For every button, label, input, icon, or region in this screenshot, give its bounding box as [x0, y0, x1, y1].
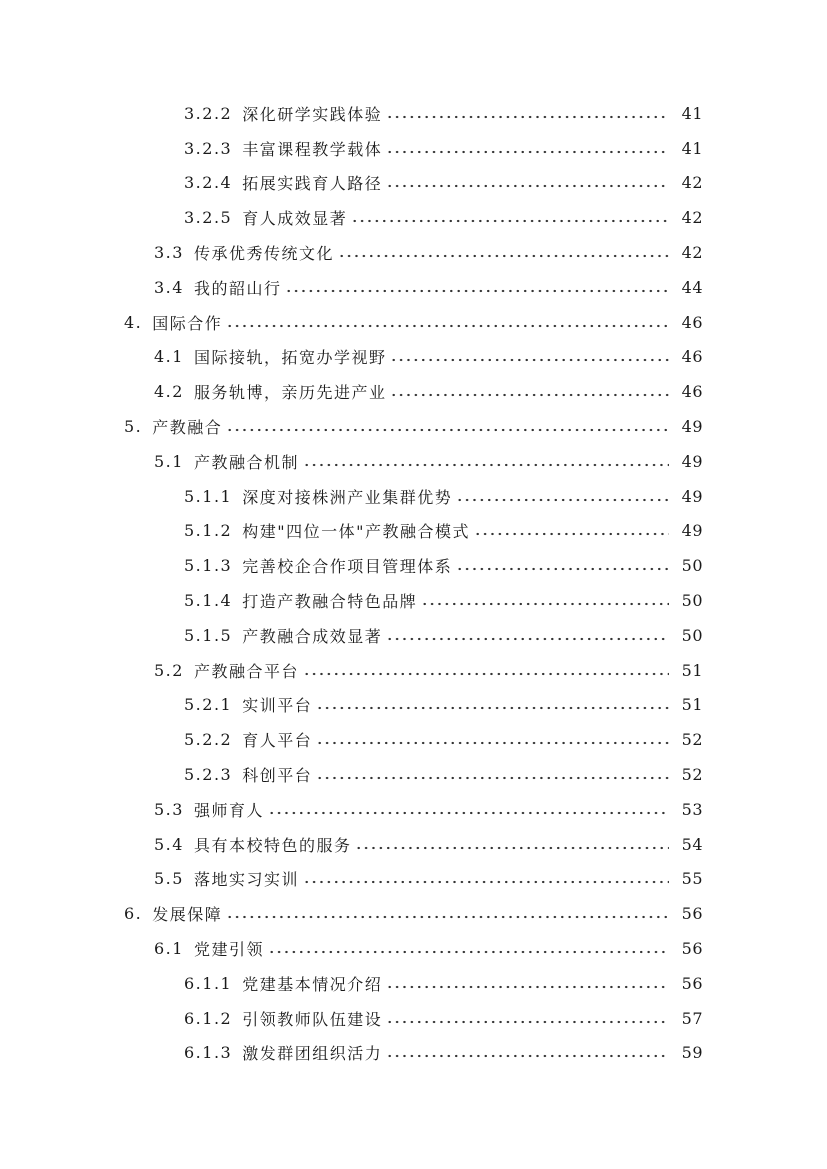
- toc-entry-title: 落地实习实训: [193, 870, 299, 890]
- toc-entry-page-number: 49: [681, 521, 703, 541]
- toc-entry-page-number: 41: [681, 138, 703, 158]
- toc-entry-page-number: 42: [681, 243, 703, 263]
- toc-entry[interactable]: [0, 583, 827, 618]
- toc-entry-number: 5.2.1: [184, 695, 233, 715]
- dot-leader: [386, 150, 669, 154]
- toc-entry[interactable]: [0, 340, 827, 375]
- toc-entry-page-number: 56: [681, 939, 703, 959]
- toc-entry-title: 打造产教融合特色品牌: [242, 592, 418, 612]
- toc-entry-page-number: 42: [681, 208, 703, 228]
- toc-entry[interactable]: [0, 96, 827, 131]
- dot-leader: [316, 776, 669, 780]
- toc-entry[interactable]: [0, 305, 827, 340]
- toc-entry[interactable]: [0, 757, 827, 792]
- toc-entry-number: 4.1: [154, 347, 184, 367]
- toc-entry-number: 5.1.4: [184, 591, 233, 611]
- dot-leader: [456, 567, 669, 571]
- toc-entry-page-number: 49: [681, 486, 703, 506]
- toc-entry-page-number: 50: [681, 556, 703, 576]
- toc-entry[interactable]: [0, 270, 827, 305]
- toc-entry[interactable]: [0, 1036, 827, 1071]
- dot-leader: [456, 498, 669, 502]
- toc-entry-number: 6.1.2: [184, 1008, 233, 1028]
- toc-entry-number: 5.1: [154, 451, 184, 471]
- toc-entry-number: 5.5: [154, 869, 184, 889]
- dot-leader: [386, 184, 669, 188]
- toc-entry[interactable]: [0, 722, 827, 757]
- toc-entry-number: 5.3: [154, 799, 184, 819]
- toc-entry[interactable]: [0, 409, 827, 444]
- toc-entry-number: 3.4: [154, 277, 184, 297]
- toc-entry-page-number: 41: [681, 103, 703, 123]
- toc-entry-title: 传承优秀传统文化: [193, 244, 334, 264]
- toc-entry-title: 国际接轨，拓宽办学视野: [193, 348, 387, 368]
- toc-entry-title: 强师育人: [193, 800, 264, 820]
- toc-entry-title: 拓展实践育人路径: [242, 174, 383, 194]
- toc-entry[interactable]: [0, 166, 827, 201]
- toc-entry-number: 4.: [124, 312, 143, 332]
- toc-entry[interactable]: [0, 235, 827, 270]
- toc-entry[interactable]: [0, 896, 827, 931]
- toc-entry-number: 6.1.3: [184, 1043, 233, 1063]
- dot-leader: [390, 358, 669, 362]
- dot-leader: [226, 915, 669, 919]
- toc-entry[interactable]: [0, 931, 827, 966]
- toc-entry-page-number: 56: [681, 973, 703, 993]
- dot-leader: [390, 393, 669, 397]
- toc-entry-title: 激发群团组织活力: [242, 1044, 383, 1064]
- toc-entry-title: 完善校企合作项目管理体系: [242, 557, 453, 577]
- toc-entry-number: 5.2: [154, 660, 184, 680]
- toc-entry-title: 产教融合机制: [193, 452, 299, 472]
- toc-entry-title: 产教融合平台: [193, 661, 299, 681]
- toc-entry-page-number: 52: [681, 730, 703, 750]
- toc-entry[interactable]: [0, 548, 827, 583]
- toc-entry-title: 产教融合: [152, 418, 223, 438]
- toc-entry-page-number: 50: [681, 625, 703, 645]
- dot-leader: [316, 706, 669, 710]
- toc-entry-page-number: 46: [681, 382, 703, 402]
- toc-entry[interactable]: [0, 827, 827, 862]
- toc-entry-title: 丰富课程教学载体: [242, 139, 383, 159]
- toc-entry-number: 6.1: [154, 939, 184, 959]
- toc-entry-number: 3.2.4: [184, 173, 233, 193]
- toc-entry-number: 3.2.2: [184, 103, 233, 123]
- dot-leader: [386, 985, 669, 989]
- toc-entry-title: 深度对接株洲产业集群优势: [242, 487, 453, 507]
- toc-entry-number: 6.: [124, 904, 143, 924]
- dot-leader: [316, 741, 669, 745]
- toc-entry-page-number: 44: [681, 277, 703, 297]
- toc-entry-title: 国际合作: [152, 313, 223, 333]
- toc-entry-number: 3.2.3: [184, 138, 233, 158]
- toc-entry-title: 深化研学实践体验: [242, 104, 383, 124]
- toc-entry-page-number: 50: [681, 591, 703, 611]
- toc-entry[interactable]: [0, 862, 827, 897]
- toc-entry-number: 5.1.2: [184, 521, 233, 541]
- toc-entry-page-number: 49: [681, 417, 703, 437]
- toc-entry-number: 5.1.3: [184, 556, 233, 576]
- dot-leader: [226, 324, 669, 328]
- toc-entry-number: 3.3: [154, 243, 184, 263]
- toc-entry-title: 服务轨博，亲历先进产业: [193, 383, 387, 403]
- toc-entry-page-number: 53: [681, 799, 703, 819]
- dot-leader: [474, 532, 669, 536]
- toc-entry[interactable]: [0, 792, 827, 827]
- toc-entry-title: 党建基本情况介绍: [242, 974, 383, 994]
- toc-entry-number: 5.2.2: [184, 730, 233, 750]
- toc-entry[interactable]: [0, 653, 827, 688]
- toc-entry-title: 引领教师队伍建设: [242, 1009, 383, 1029]
- toc-entry-title: 科创平台: [242, 766, 313, 786]
- toc-entry[interactable]: [0, 131, 827, 166]
- dot-leader: [421, 602, 669, 606]
- toc-entry-page-number: 42: [681, 173, 703, 193]
- toc-entry-page-number: 46: [681, 347, 703, 367]
- toc-entry[interactable]: [0, 374, 827, 409]
- toc-entry-page-number: 46: [681, 312, 703, 332]
- toc-entry[interactable]: [0, 1001, 827, 1036]
- toc-entry[interactable]: [0, 688, 827, 723]
- toc-entry[interactable]: [0, 444, 827, 479]
- toc-entry[interactable]: [0, 618, 827, 653]
- toc-entry-page-number: 59: [681, 1043, 703, 1063]
- dot-leader: [226, 428, 669, 432]
- toc-entry-page-number: 51: [681, 660, 703, 680]
- dot-leader: [268, 811, 669, 815]
- toc-entry-page-number: 56: [681, 904, 703, 924]
- dot-leader: [355, 846, 669, 850]
- toc-entry-number: 5.4: [154, 834, 184, 854]
- dot-leader: [303, 463, 669, 467]
- toc-entry-title: 实训平台: [242, 696, 313, 716]
- dot-leader: [386, 1020, 669, 1024]
- toc-entry[interactable]: [0, 479, 827, 514]
- dot-leader: [303, 672, 669, 676]
- toc-entry-title: 我的韶山行: [193, 278, 282, 298]
- toc-entry-page-number: 49: [681, 451, 703, 471]
- toc-entry[interactable]: [0, 514, 827, 549]
- toc-entry-title: 育人平台: [242, 731, 313, 751]
- dot-leader: [338, 254, 669, 258]
- toc-entry-number: 5.: [124, 417, 143, 437]
- toc-entry-title: 发展保障: [152, 905, 223, 925]
- dot-leader: [303, 880, 669, 884]
- dot-leader: [386, 1054, 669, 1058]
- toc-entry-number: 5.2.3: [184, 765, 233, 785]
- dot-leader: [386, 115, 669, 119]
- toc-entry-title: 具有本校特色的服务: [193, 835, 352, 855]
- toc-entry-page-number: 57: [681, 1008, 703, 1028]
- toc-entry-number: 6.1.1: [184, 973, 233, 993]
- toc-entry[interactable]: [0, 966, 827, 1001]
- table-of-contents: [0, 96, 827, 1070]
- dot-leader: [285, 289, 669, 293]
- dot-leader: [386, 637, 669, 641]
- dot-leader: [351, 219, 669, 223]
- toc-entry-title: 党建引领: [193, 940, 264, 960]
- toc-entry-title: 产教融合成效显著: [242, 626, 383, 646]
- toc-entry-number: 5.1.5: [184, 625, 233, 645]
- toc-entry-page-number: 54: [681, 834, 703, 854]
- toc-entry-title: 构建"四位一体"产教融合模式: [242, 522, 470, 542]
- toc-entry-page-number: 51: [681, 695, 703, 715]
- toc-entry-title: 育人成效显著: [242, 209, 348, 229]
- dot-leader: [268, 950, 669, 954]
- toc-entry[interactable]: [0, 200, 827, 235]
- toc-entry-number: 5.1.1: [184, 486, 233, 506]
- toc-entry-page-number: 52: [681, 765, 703, 785]
- toc-entry-number: 4.2: [154, 382, 184, 402]
- toc-entry-number: 3.2.5: [184, 208, 233, 228]
- toc-entry-page-number: 55: [681, 869, 703, 889]
